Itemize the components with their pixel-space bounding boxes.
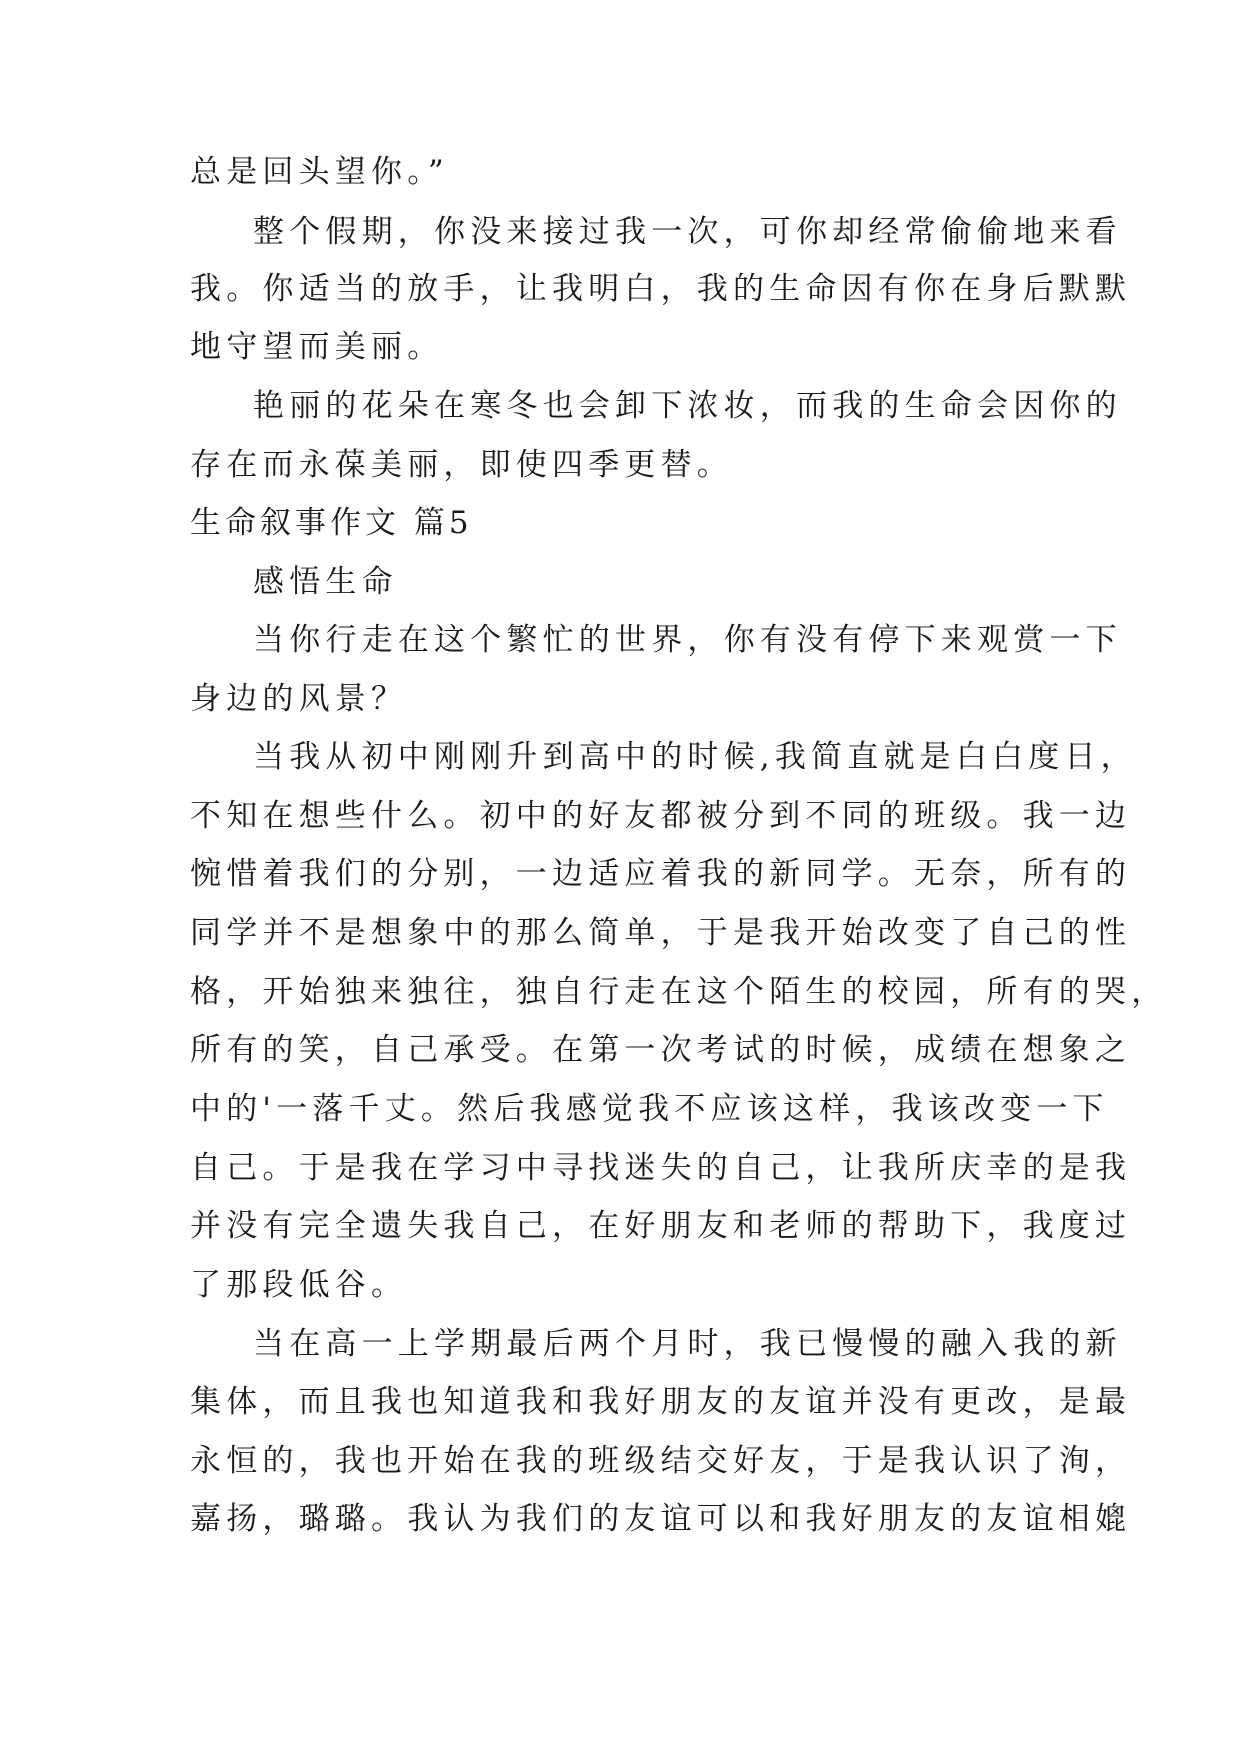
paragraph-line: 艳丽的花朵在寒冬也会卸下浓妆，而我的生命会因你的 — [253, 388, 1122, 424]
paragraph-line: 地守望而美丽。 — [190, 329, 444, 365]
paragraph-line: 整个假期，你没来接过我一次，可你却经常偷偷地来看 — [253, 214, 1122, 250]
paragraph-line: 永恒的，我也开始在我的班级结交好友，于是我认识了洵， — [190, 1443, 1132, 1479]
section-subtitle: 感悟生命 — [253, 564, 398, 600]
paragraph-line: 当你行走在这个繁忙的世界，你有没有停下来观赏一下 — [253, 622, 1122, 658]
paragraph-line: 当我从初中刚刚升到高中的时候,我简直就是白白度日， — [253, 739, 1137, 775]
paragraph-line: 了那段低谷。 — [190, 1267, 408, 1303]
paragraph-line: 不知在想些什么。初中的好友都被分到不同的班级。我一边 — [190, 798, 1132, 834]
paragraph-line: 惋惜着我们的分别，一边适应着我的新同学。无奈，所有的 — [190, 856, 1132, 892]
paragraph-line: 当在高一上学期最后两个月时，我已慢慢的融入我的新 — [253, 1326, 1122, 1362]
section-heading: 生命叙事作文 篇5 — [190, 505, 473, 541]
paragraph-line: 我。你适当的放手，让我明白，我的生命因有你在身后默默 — [190, 271, 1132, 307]
paragraph-line: 并没有完全遗失我自己，在好朋友和老师的帮助下，我度过 — [190, 1208, 1132, 1244]
paragraph-line: 身边的风景？ — [190, 681, 408, 717]
paragraph-line: 嘉扬，璐璐。我认为我们的友谊可以和我好朋友的友谊相媲 — [190, 1501, 1132, 1537]
paragraph-line: 总是回头望你。” — [190, 154, 449, 190]
paragraph-line: 同学并不是想象中的那么简单，于是我开始改变了自己的性 — [190, 915, 1132, 951]
paragraph-line: 中的'一落千丈。然后我感觉我不应该这样，我该改变一下 — [190, 1091, 1109, 1127]
paragraph-line: 格，开始独来独往，独自行走在这个陌生的校园，所有的哭， — [190, 974, 1168, 1010]
paragraph-line: 存在而永葆美丽，即使四季更替。 — [190, 447, 733, 483]
paragraph-line: 自己。于是我在学习中寻找迷失的自己，让我所庆幸的是我 — [190, 1150, 1132, 1186]
paragraph-line: 集体，而且我也知道我和我好朋友的友谊并没有更改，是最 — [190, 1384, 1132, 1420]
paragraph-line: 所有的笑，自己承受。在第一次考试的时候，成绩在想象之 — [190, 1032, 1132, 1068]
